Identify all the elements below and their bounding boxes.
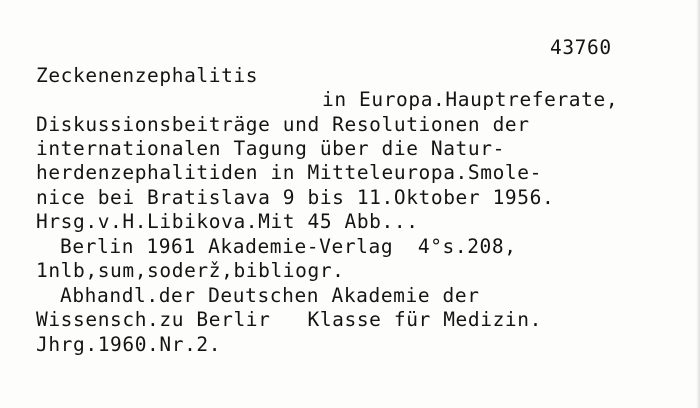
card-imprint: Berlin 1961 Akademie-Verlag 4°s.208, (60, 235, 517, 258)
card-line: 1nlb,sum,soderž,bibliogr. (36, 259, 345, 282)
card-series: Abhandl.der Deutschen Akademie der (60, 284, 480, 307)
card-title: Zeckenenzephalitis (36, 64, 259, 87)
card-line: herdenzephalitiden in Mitteleuropa.Smole- (36, 161, 542, 184)
card-line: Diskussionsbeiträge und Resolutionen der (36, 113, 530, 136)
card-line: in Europa.Hauptreferate, (322, 88, 619, 111)
card-line: nice bei Bratislava 9 bis 11.Oktober 1956. (36, 186, 555, 209)
card-line: Hrsg.v.H.Libikova.Mit 45 Abb... (36, 210, 419, 233)
card-edge-shadow (696, 0, 700, 408)
card-number: 43760 (550, 36, 612, 59)
card-line: Jhrg.1960.Nr.2. (36, 333, 222, 356)
card-line: Wissensch.zu Berlir Klasse für Medizin. (36, 308, 542, 331)
card-line: internationalen Tagung über die Natur- (36, 137, 505, 160)
